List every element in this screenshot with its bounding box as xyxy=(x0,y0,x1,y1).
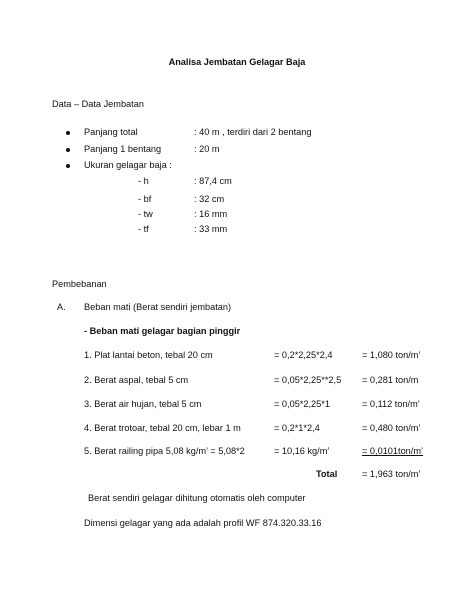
data-item-value: : 20 m xyxy=(194,144,220,154)
dim-value: : 32 cm xyxy=(194,194,225,204)
dim-value: : 16 mm xyxy=(194,209,228,219)
bullet-icon xyxy=(66,148,70,152)
data-heading: Data – Data Jembatan xyxy=(52,99,144,109)
total-value: = 1,963 ton/m’ xyxy=(362,469,421,479)
load-result: = 0,281 ton/m xyxy=(362,375,419,385)
note-line: Berat sendiri gelagar dihitung otomatis oleh computer xyxy=(88,493,306,503)
dim-label: - bf xyxy=(138,194,152,204)
load-description: 5. Berat railing pipa 5,08 kg/m’ = 5,08*2 xyxy=(84,446,245,456)
bullet-icon xyxy=(66,131,70,135)
load-description: 1. Plat lantai beton, tebal 20 cm xyxy=(84,350,213,360)
load-result: = 1,080 ton/m’ xyxy=(362,350,421,360)
dim-label: - h xyxy=(138,176,149,186)
data-item-label: Panjang total xyxy=(84,127,138,137)
section-label: Beban mati (Berat sendiri jembatan) xyxy=(84,302,232,312)
load-result: = 0,112 ton/m’ xyxy=(362,399,420,409)
load-formula: = 0,05*2,25*1 xyxy=(274,399,330,409)
load-description: 3. Berat air hujan, tebal 5 cm xyxy=(84,399,202,409)
bullet-icon xyxy=(66,164,70,168)
load-formula: = 0,2*1*2,4 xyxy=(274,423,320,433)
beam-heading: - Beban mati gelagar bagian pinggir xyxy=(84,326,241,336)
load-result: = 0,480 ton/m’ xyxy=(362,423,421,433)
data-item-label: Ukuran gelagar baja : xyxy=(84,160,172,170)
load-description: 4. Berat trotoar, tebal 20 cm, lebar 1 m xyxy=(84,423,241,433)
loading-heading: Pembebanan xyxy=(52,279,107,289)
dim-value: : 87,4 cm xyxy=(194,176,232,186)
load-description: 2. Berat aspal, tebal 5 cm xyxy=(84,375,189,385)
dim-label: - tf xyxy=(138,224,149,234)
load-formula: = 10,16 kg/m’ xyxy=(274,446,330,456)
data-item-value: : 40 m , terdiri dari 2 bentang xyxy=(194,127,312,137)
dim-label: - tw xyxy=(138,209,153,219)
data-item-label: Panjang 1 bentang xyxy=(84,144,162,154)
page-title: Analisa Jembatan Gelagar Baja xyxy=(168,57,306,67)
total-label: Total xyxy=(316,469,338,479)
load-formula: = 0,2*2,25*2,4 xyxy=(274,350,333,360)
load-formula: = 0,05*2,25**2,5 xyxy=(274,375,342,385)
load-result: = 0,0101ton/m’ xyxy=(362,446,424,456)
dim-value: : 33 mm xyxy=(194,224,228,234)
note-line: Dimensi gelagar yang ada adalah profil WF 874.320.33.16 xyxy=(84,518,322,528)
section-letter: A. xyxy=(57,302,66,312)
